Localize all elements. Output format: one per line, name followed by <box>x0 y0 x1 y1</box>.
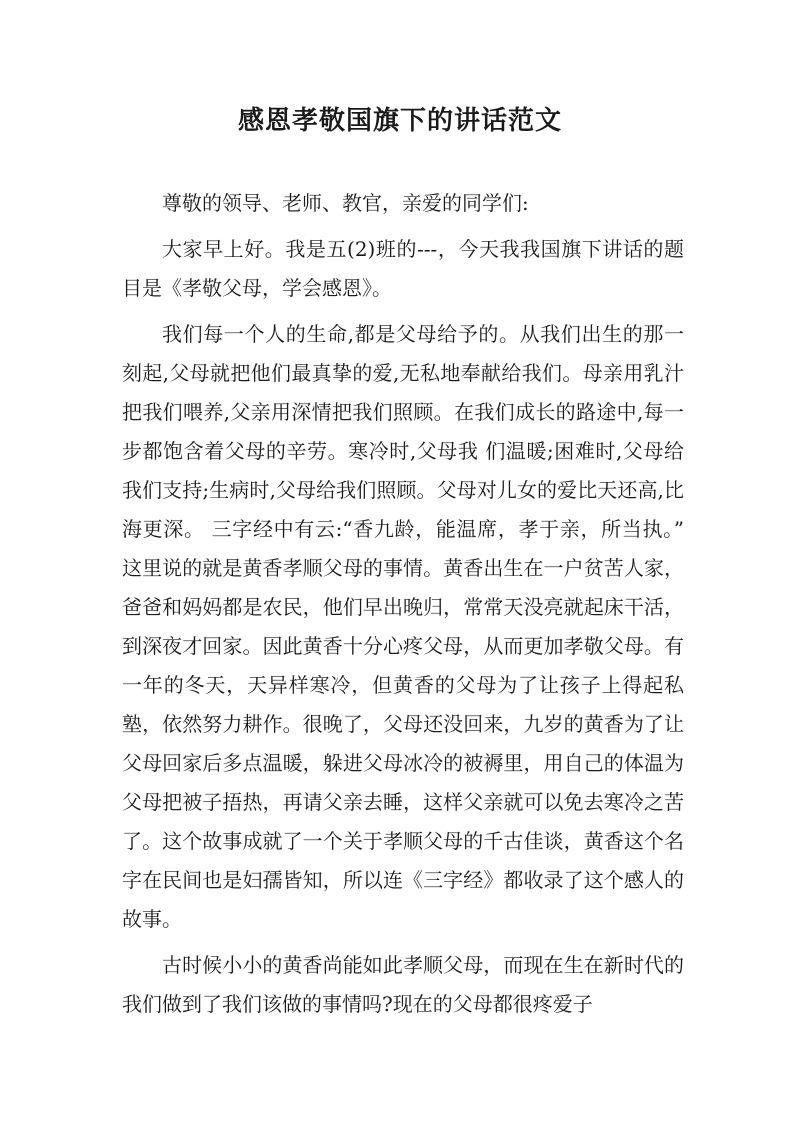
paragraph-greeting: 大家早上好。我是五(2)班的---，今天我我国旗下讲话的题目是《孝敬父母，学会感恩》。 <box>122 237 684 300</box>
paragraph-closing: 古时候小小的黄香尚能如此孝顺父母，而现在生在新时代的我们做到了我们该做的事情吗?现在的父母都很疼爱子 <box>122 953 684 1016</box>
document-title: 感恩孝敬国旗下的讲话范文 <box>237 106 562 136</box>
paragraph-main: 我们每一个人的生命,都是父母给予的。从我们出生的那一刻起,父母就把他们最真挚的爱,无私地奉献给我们。母亲用乳汁把我们喂养,父亲用深情把我们照顾。在我们成长的路途中,每一步都饱含着父母的辛劳。寒冷时,父母我 们温暖;困难时,父母给我们支持;生病时,父母给我们照顾。父母对儿女的爱比天还高,比海更深。 三字经中有云:“香九龄，能温席，孝于亲，所当执。” 这里说的就是黄香孝顺父母的事情。黄香出生在一户贫苦人家，爸爸和妈妈都是农民，他们早出晚归，常常天没亮就起床干活，到深夜才回家。因此黄香十分心疼父母，从而更加孝敬父母。有一年的冬天，天异样寒冷，但黄香的父母为了让孩子上得起私塾，依然努力耕作。很晚了，父母还没回来，九岁的黄香为了让父母回家后多点温暖，躲进父母冰冷的被褥里，用自己的体温为父母把被子捂热，再请父亲去睡，这样父亲就可以免去寒冷之苦了。这个故事成就了一个关于孝顺父母的千古佳谈，黄香这个名字在民间也是妇孺皆知，所以连《三字经》都收录了这个感人的故事。 <box>122 322 684 931</box>
document-body <box>122 184 684 1031</box>
paragraph-salutation: 尊敬的领导、老师、教官，亲爱的同学们: <box>162 191 529 215</box>
